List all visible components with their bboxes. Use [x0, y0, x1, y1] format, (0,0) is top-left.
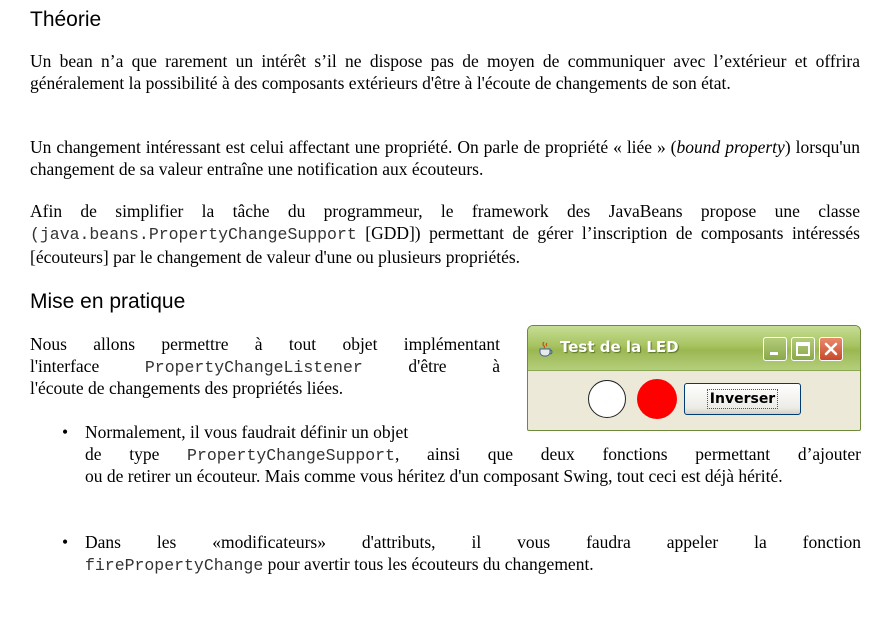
paragraph-framework [30, 200, 860, 268]
close-icon [820, 338, 842, 360]
bullet-marker-2: • [62, 532, 69, 552]
bullet1-text-a: de type [85, 444, 188, 464]
intro-line2-code: PropertyChangeListener [144, 358, 363, 377]
led-on-indicator [637, 379, 677, 419]
bullet1-rest: ou de retirer un écouteur. Mais comme vous héritez d'un composant Swing, tout ceci est déjà hérité. [85, 466, 783, 486]
inverser-button-label: Inverser [707, 389, 778, 409]
bullet2-line-2 [85, 553, 861, 577]
close-button[interactable] [819, 337, 843, 361]
para2-italic: bound property [676, 137, 785, 157]
paragraph-bound-property [30, 136, 860, 180]
window-content [528, 370, 860, 431]
para2-text-a: Un changement intéressant est celui affectant une propriété. On parle de propriété « liée » ( [30, 137, 677, 157]
para3-code: (java.beans.PropertyChangeSupport [30, 225, 357, 244]
bullet2-code: firePropertyChange [85, 556, 264, 575]
paragraph-intro: Un bean n’a que rarement un intérêt s’il ne dispose pas de moyen de communiquer avec l’extérieur et offrira généralement la possibilité à des composants extérieurs d'être à l'écoute de changements de son état. [30, 51, 860, 93]
window-title: Test de la LED [560, 338, 679, 356]
minimize-button[interactable] [763, 337, 787, 361]
intro-line2-text-b: d'être à [362, 356, 500, 376]
bullet1-line-2 [85, 443, 861, 467]
bullet1-text-b: , ainsi que deux fonctions permettant d’ajouter [394, 444, 861, 464]
led-off-indicator [588, 380, 626, 418]
section-title-mise-en-pratique: Mise en pratique [30, 290, 186, 313]
intro-line-1: Nous allons permettre à tout objet implémentant [30, 334, 500, 354]
bullet1-line-1: Normalement, il vous faudrait définir un objet [85, 422, 409, 442]
minimize-icon [764, 338, 786, 360]
bullet2-line-1: Dans les «modificateurs» d'attributs, il vous faudra appeler la fonction [85, 532, 861, 552]
window-titlebar[interactable] [528, 326, 860, 370]
para3-text-b: [GDD]) permettant de gérer l’inscription de composants intéressés [écouteurs] par le changement de valeur d'une ou plusieurs propriétés. [30, 223, 860, 267]
intro-line-3: l'écoute de changements des propriétés liées. [30, 378, 344, 398]
para3-text-a: Afin de simplifier la tâche du programmeur, le framework des JavaBeans propose une classe [30, 201, 860, 221]
bullet1-code: PropertyChangeSupport [187, 446, 395, 465]
inverser-button[interactable] [684, 383, 801, 415]
maximize-icon [792, 338, 814, 360]
led-test-window [527, 325, 861, 431]
section-title-theorie: Théorie [30, 8, 102, 31]
bullet2-text-b: pour avertir tous les écouteurs du changement. [263, 554, 594, 574]
intro-line2-text-a: l'interface [30, 356, 145, 376]
bullet-marker-1: • [62, 422, 69, 442]
java-cup-icon [537, 340, 555, 358]
maximize-button[interactable] [791, 337, 815, 361]
para2-text-b: ) lorsqu'un changement de sa valeur entraîne une notification aux écouteurs. [30, 137, 860, 179]
intro-line-2 [30, 355, 500, 379]
